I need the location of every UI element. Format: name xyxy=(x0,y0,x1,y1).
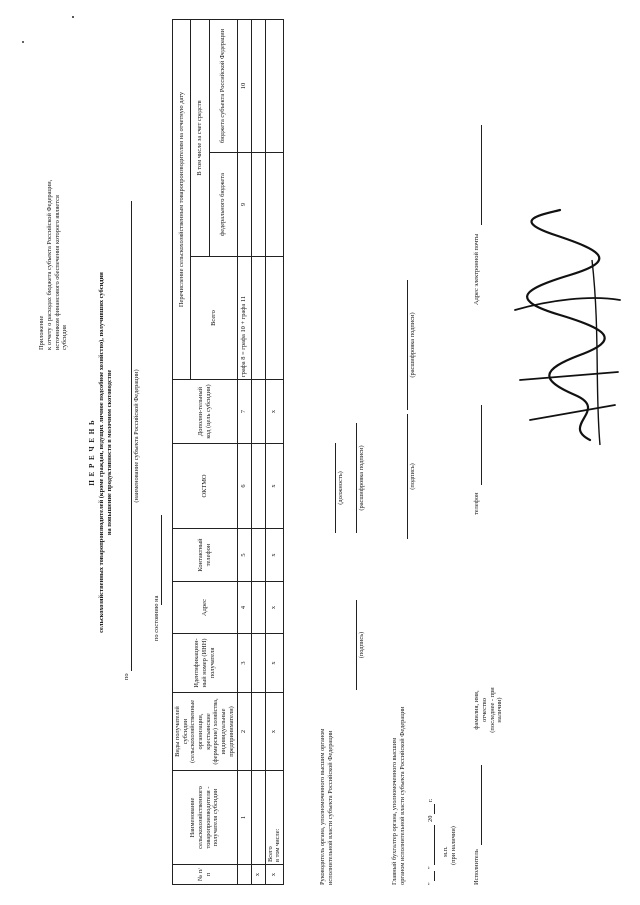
table-row-total xyxy=(265,19,283,884)
col-number: 2 xyxy=(237,693,251,771)
head-position-line xyxy=(335,443,336,533)
header-num: № п/п xyxy=(173,865,238,885)
head-signature-caption: (подпись) xyxy=(358,631,365,659)
date-quote-open: " xyxy=(427,882,434,885)
cell-total-label: Всего в том числе: xyxy=(265,771,283,865)
header-total: Всего xyxy=(191,257,238,380)
phone-line xyxy=(481,405,482,485)
table-row xyxy=(251,19,265,884)
head-label-2: исполнительной власти субъекта Российской Федерации xyxy=(327,730,334,885)
head-decode-line xyxy=(356,423,357,533)
col-number: 9 xyxy=(237,153,251,257)
fio-line-2: отчество xyxy=(480,698,488,722)
date-year-suffix: г. xyxy=(427,798,434,802)
chief-signature-line xyxy=(407,414,408,539)
cell xyxy=(251,634,265,693)
head-position-caption: (должность) xyxy=(337,471,344,505)
cell xyxy=(251,771,265,865)
column-number-row xyxy=(237,19,251,884)
fio-block xyxy=(473,675,504,745)
cell: x xyxy=(265,582,283,634)
phone-label: телефон xyxy=(473,492,480,515)
head-signature-line xyxy=(356,600,357,690)
header-name: Наименование сельскохозяйственного товаропроизводителя - получателя субсидии xyxy=(173,771,238,865)
cell xyxy=(251,582,265,634)
subject-prefix: по xyxy=(123,673,130,680)
cell xyxy=(251,380,265,444)
appendix-line-3: источником финансового обеспечения которого является xyxy=(53,195,61,350)
chief-decode-line xyxy=(407,280,408,410)
fio-line-1: фамилия, имя, xyxy=(473,690,480,730)
chief-signature-caption: (подпись) xyxy=(409,463,416,490)
executor-line xyxy=(481,765,482,845)
scan-speck xyxy=(72,16,74,18)
cell xyxy=(251,153,265,257)
appendix-block xyxy=(38,20,69,350)
date-day-line xyxy=(434,871,435,881)
col-number: 5 xyxy=(237,529,251,582)
col-number: 10 xyxy=(237,19,251,152)
header-phone: Контактный телефон xyxy=(173,529,238,582)
as-of-label: по состоянию на xyxy=(153,595,160,641)
cell: x xyxy=(265,693,283,771)
scan-speck xyxy=(22,42,24,44)
document-title: П Е Р Е Ч Е Н Ь xyxy=(88,419,96,486)
email-line xyxy=(481,125,482,225)
appendix-line-2: к отчету о расходах бюджета субъекта Российской Федерации, xyxy=(45,179,53,350)
handwritten-signature xyxy=(500,200,630,450)
header-transfer: Перечисление сельскохозяйственным товаропроизводителям на отчетную дату xyxy=(173,19,191,379)
header-regional: бюджета субъекта Российской Федерации xyxy=(209,19,237,152)
cell xyxy=(251,257,265,380)
stamp-note: (при наличии) xyxy=(450,826,457,865)
col-number: 1 xyxy=(237,771,251,865)
header-federal: федерального бюджета xyxy=(209,153,237,257)
header-kinds: Виды получателей субсидии (сельскохозяйственные организации, крестьянские (фермерские) хозяйства, индивидуальные предприниматели) xyxy=(173,693,238,771)
document-subtitle-line-1: сельскохозяйственных товаропроизводителей (кроме граждан, ведущих личное подсобное хозяйство), получивших субсидии xyxy=(98,272,105,633)
col-number: 4 xyxy=(237,582,251,634)
col-number: 6 xyxy=(237,444,251,529)
cell: x xyxy=(251,865,265,885)
cell: x xyxy=(265,865,283,885)
header-oktmo: ОКТМО xyxy=(173,444,238,529)
document-subtitle-line-2: на повышение продуктивности в молочном скотоводстве xyxy=(106,369,113,536)
subject-underline xyxy=(131,201,132,671)
head-decode-caption: (расшифровка подписи) xyxy=(358,445,365,511)
email-label: Адрес электронной почты xyxy=(473,233,480,305)
cell: x xyxy=(265,634,283,693)
appendix-line-4: субсидия xyxy=(61,325,69,350)
stamp-label: м.п. xyxy=(442,846,449,857)
cell xyxy=(265,153,283,257)
col-number xyxy=(237,865,251,885)
cell: x xyxy=(265,529,283,582)
cell xyxy=(265,257,283,380)
col-number: 3 xyxy=(237,634,251,693)
col-number: 7 xyxy=(237,380,251,444)
fio-line-4: наличии) xyxy=(496,697,504,723)
executor-label: Исполнитель xyxy=(473,849,480,885)
head-label-1: Руководитель органа, уполномоченного высшим органом xyxy=(319,728,326,885)
appendix-line-1: Приложение xyxy=(38,315,45,350)
subject-caption: (наименование субъекта Российской Федерации) xyxy=(133,369,140,503)
header-incl: В том числе за счет средств xyxy=(191,19,210,256)
header-address: Адрес xyxy=(173,582,238,634)
as-of-underline xyxy=(161,515,162,605)
cell: x xyxy=(265,444,283,529)
chief-label-1: Главный бухгалтер органа, уполномоченного высшим xyxy=(391,737,398,885)
header-extra-code: Дополни-тельный код (цель субсидии) xyxy=(173,380,238,444)
fio-line-3: (последнее - при xyxy=(488,687,496,733)
recipients-table xyxy=(172,19,284,885)
cell xyxy=(251,444,265,529)
cell: x xyxy=(265,380,283,444)
date-year-line xyxy=(434,804,435,814)
cell xyxy=(265,19,283,152)
cell xyxy=(251,529,265,582)
date-quote-close: " xyxy=(427,866,434,869)
date-year-prefix: 20 xyxy=(427,815,434,822)
cell xyxy=(251,693,265,771)
header-inn: Идентификацион-ный номер (ИНН) получателя xyxy=(173,634,238,693)
col-number-formula: графа 8 = графа 10 + графа 11 xyxy=(237,257,251,380)
chief-decode-caption: (расшифровка подписи) xyxy=(409,312,416,378)
date-month-line xyxy=(434,825,435,865)
chief-label-2: органом исполнительной власти субъекта Российской Федерации xyxy=(399,706,406,885)
cell xyxy=(251,19,265,152)
